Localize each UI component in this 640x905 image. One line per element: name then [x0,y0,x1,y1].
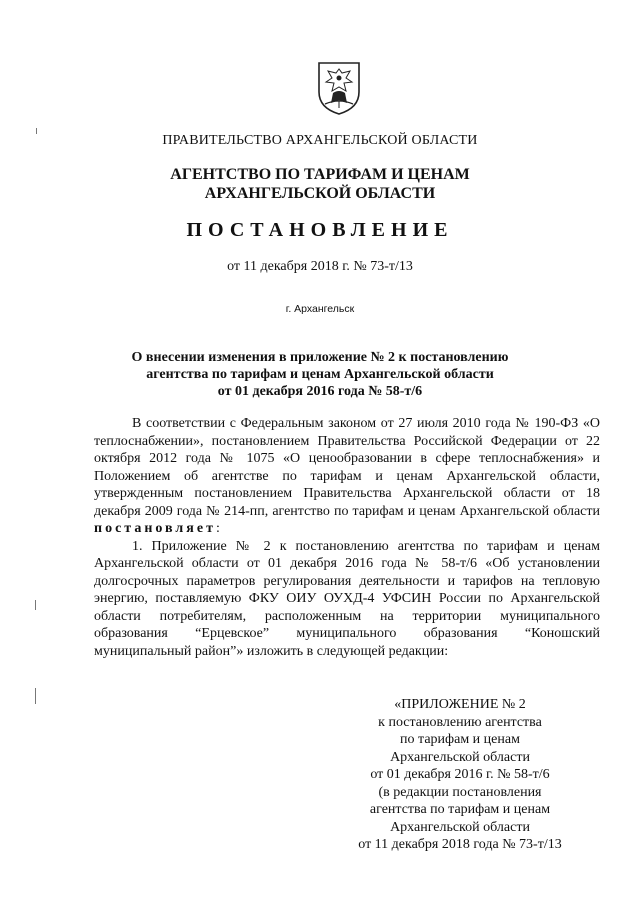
document-city: г. Архангельск [285,303,355,315]
margin-scan-mark [35,600,36,610]
appendix-line: агентства по тарифам и ценам [369,802,551,817]
appendix-line: от 11 декабря 2018 года № 73-т/13 [358,837,562,852]
government-heading: ПРАВИТЕЛЬСТВО АРХАНГЕЛЬСКОЙ ОБЛАСТИ [162,133,478,148]
margin-scan-mark [36,128,37,134]
agency-heading-line: АГЕНТСТВО ПО ТАРИФАМ И ЦЕНАМ [170,166,470,183]
resolves-colon: : [215,521,220,536]
subject-line: от 01 декабря 2016 года № 58-т/6 [217,384,423,399]
appendix-line: по тарифам и ценам [400,732,520,747]
resolves-word: постановляет [94,521,216,536]
appendix-line: (в редакции постановления [378,784,542,800]
appendix-line: «ПРИЛОЖЕНИЕ № 2 [394,697,526,712]
appendix-header [340,696,580,854]
document-body [94,415,600,660]
appendix-line: к постановлению агентства [378,714,542,730]
preamble-text: В соответствии с Федеральным законом от 27 июля 2010 года № 190-ФЗ «О теплоснабжении», постановлением Правительства Российской Федерации от 22 октября 2012 года № 1075 «О ценообразовании в сфере теплоснабжения» и Положением об агентстве по тарифам и ценам Архангельской области, утвержденным постановлением Правительства Архангельской области от 18 декабря 2009 года № 214-пп, агентство по тарифам и ценам Архангельской области [94,416,600,519]
document-date-number: от 11 декабря 2018 г. № 73-т/13 [227,259,413,274]
clause-1-paragraph: 1. Приложение № 2 к постановлению агентства по тарифам и ценам Архангельской области от 01 декабря 2016 года № 58-т/6 «Об установлении долгосрочных параметров регулирования деятельности и тарифов на тепловую энергию, поставляемую ФКУ ОИУ ОУХД-4 УФСИН России по Архангельской области потребителям, расположенным на территории муниципального образования “Ерцевское” муниципального образования “Коношский муниципальный район”» изложить в следующей редакции: [94,538,600,659]
appendix-line: Архангельской области [390,819,530,835]
agency-heading-line: АРХАНГЕЛЬСКОЙ ОБЛАСТИ [204,185,436,202]
document-subject [0,349,640,400]
preamble-paragraph [94,415,600,538]
coat-of-arms-emblem [316,60,362,116]
appendix-line: от 01 декабря 2016 г. № 58-т/6 [370,767,550,782]
margin-scan-mark [35,688,36,704]
subject-line: О внесении изменения в приложение № 2 к постановлению [131,350,509,365]
subject-line: агентства по тарифам и ценам Архангельской области [146,367,494,382]
agency-heading [0,165,640,203]
document-type-title: ПОСТАНОВЛЕНИЕ [186,219,454,241]
appendix-line: Архангельской области [390,749,530,765]
